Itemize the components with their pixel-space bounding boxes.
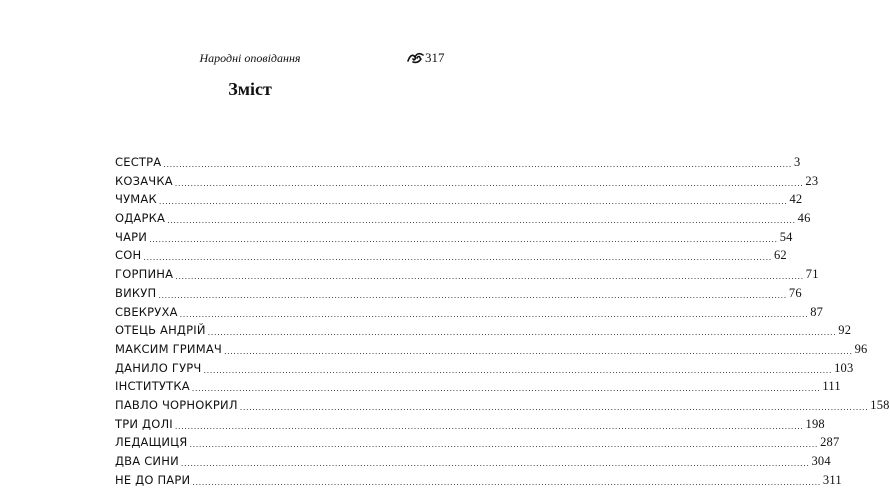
toc-entry-page: 3 (793, 155, 801, 169)
toc-entry-page: 54 (779, 229, 793, 244)
toc-entry[interactable] (115, 190, 803, 209)
toc-entry-page: 287 (820, 435, 840, 450)
toc-entry-page: 87 (810, 304, 824, 319)
toc-entry[interactable] (115, 433, 840, 452)
toc-entry-title: ЛЕДАЩИЦЯ (115, 435, 188, 450)
toc-entry-title: ДАНИЛО ГУРЧ (115, 360, 202, 375)
toc-entry-title: НЕ ДО ПАРИ (115, 472, 191, 487)
toc-entry-title: ЧАРИ (115, 229, 148, 244)
toc-entry-title: ГОРПИНА (115, 267, 174, 282)
toc-entry-page: 111 (822, 379, 841, 394)
toc-entry-title: ПАВЛО ЧОРНОКРИЛ (115, 397, 238, 412)
toc-entry[interactable] (115, 471, 842, 490)
toc-entry[interactable] (115, 452, 831, 471)
toc-entry-page: 46 (797, 211, 811, 226)
dot-leader: ........................................................................................................................................................................................................ (239, 402, 869, 412)
dot-leader: ........................................................................................................................................................................................................ (189, 440, 819, 450)
toc-entry[interactable] (115, 321, 852, 340)
toc-entry-page: 62 (773, 248, 787, 263)
toc-entry-page: 158 (870, 397, 890, 412)
toc-entry-title: СЕСТРА (115, 155, 162, 169)
dot-leader: ........................................................................................................................................................................................................ (143, 253, 772, 263)
toc-entry-page: 103 (834, 360, 854, 375)
toc-entry-title: СОН (115, 248, 142, 263)
toc-entry-title: ЧУМАК (115, 192, 157, 207)
toc-entry-page: 23 (805, 173, 819, 188)
dot-leader: ........................................................................................................................................................................................................ (163, 160, 792, 169)
toc-entry-title: ОДАРКА (115, 211, 166, 226)
toc-entry[interactable] (115, 415, 825, 434)
toc-entry-title: ТРИ ДОЛІ (115, 416, 173, 431)
dot-leader: ........................................................................................................................................................................................................ (149, 234, 778, 244)
dot-leader: ........................................................................................................................................................................................................ (174, 421, 804, 431)
toc-entry-page: 71 (805, 267, 819, 282)
toc-entry[interactable] (115, 359, 854, 378)
toc-entry-title: ІНСТИТУТКА (115, 379, 190, 394)
toc-entry-title: ДВА СИНИ (115, 454, 179, 468)
toc-entry-title: КОЗАЧКА (115, 173, 173, 188)
toc-entry-page: 76 (788, 285, 802, 300)
dot-leader: ........................................................................................................................................................................................................ (179, 309, 809, 319)
toc-entry-title: МАКСИМ ГРИМАЧ (115, 341, 222, 356)
running-title: Народні оповідання (199, 51, 301, 65)
toc-entry-page: 311 (822, 472, 842, 487)
running-header (0, 49, 500, 67)
dot-leader: ........................................................................................................................................................................................................ (158, 197, 788, 207)
toc-entry[interactable] (115, 377, 841, 396)
dot-leader: ........................................................................................................................................................................................................ (203, 365, 833, 375)
toc-entry-title: СВЕКРУХА (115, 304, 178, 319)
dot-leader: ........................................................................................................................................................................................................ (192, 477, 821, 487)
toc-entry[interactable] (115, 153, 801, 172)
dot-leader: ........................................................................................................................................................................................................ (191, 384, 821, 394)
page-number: 317 (425, 50, 445, 65)
dot-leader: ........................................................................................................................................................................................................ (207, 328, 837, 338)
toc-heading: Зміст (228, 79, 272, 99)
toc-entry-title: ОТЕЦЬ АНДРІЙ (115, 323, 206, 338)
dot-leader: ........................................................................................................................................................................................................ (167, 216, 796, 226)
flourish-icon (407, 51, 424, 65)
toc-entry[interactable] (115, 284, 802, 303)
toc-entry[interactable] (115, 396, 890, 415)
dot-leader: ........................................................................................................................................................................................................ (180, 459, 810, 468)
dot-leader: ........................................................................................................................................................................................................ (224, 346, 853, 356)
dot-leader: ........................................................................................................................................................................................................ (174, 178, 804, 188)
toc-entry-page: 42 (789, 192, 803, 207)
toc-list (115, 153, 890, 489)
toc-entry[interactable] (115, 228, 793, 247)
toc-entry-title: ВИКУП (115, 285, 157, 300)
toc-entry-page: 198 (805, 416, 825, 431)
toc-entry[interactable] (115, 340, 868, 359)
toc-entry-page: 304 (811, 454, 831, 468)
dot-leader: ........................................................................................................................................................................................................ (175, 272, 804, 282)
toc-entry[interactable] (115, 246, 787, 265)
toc-entry-page: 96 (854, 341, 868, 356)
dot-leader: ........................................................................................................................................................................................................ (158, 290, 787, 300)
toc-entry-page: 92 (838, 323, 852, 338)
